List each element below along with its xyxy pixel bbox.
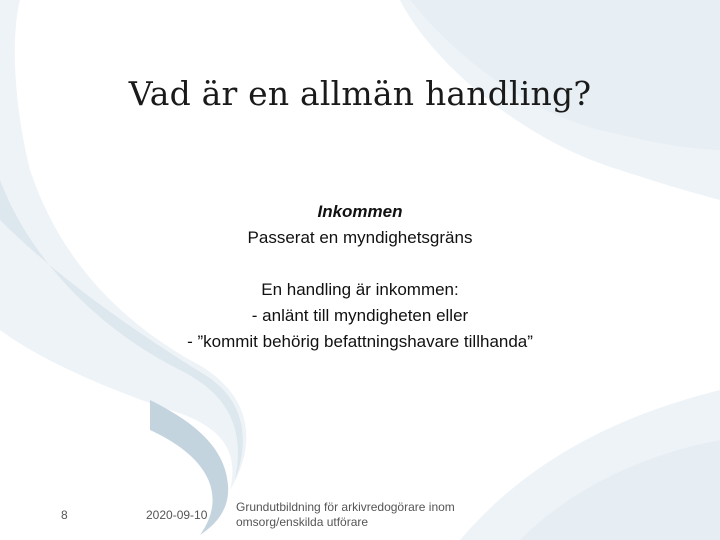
footer-date: 2020-09-10 (146, 508, 208, 522)
footer-text-line: Grundutbildning för arkivredogörare inom (236, 500, 455, 514)
subheading: Passerat en myndighetsgräns (247, 228, 473, 247)
slide-title: Vad är en allmän handling? (128, 74, 592, 113)
definition-line: - ”kommit behörig befattningshavare tillhanda” (187, 332, 533, 351)
definition-line: - anlänt till myndigheten eller (251, 306, 469, 325)
heading-inkommen: Inkommen (317, 202, 403, 221)
definition-block (0, 277, 720, 355)
footer-course-text (236, 500, 496, 530)
footer-text-line: omsorg/enskilda utförare (236, 515, 369, 529)
definition-line: En handling är inkommen: (261, 280, 459, 299)
content-heading-block (0, 199, 720, 251)
page-number: 8 (61, 508, 68, 522)
